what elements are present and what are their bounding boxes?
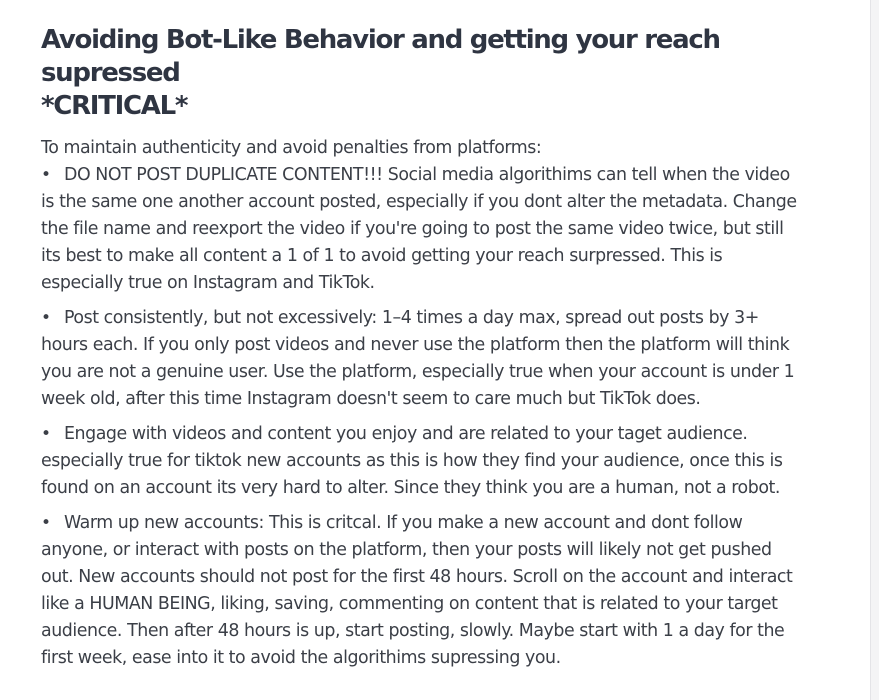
- bullet-text: Post consistently, but not excessively: 1–4 times a day max, spread out posts by 3+ hours each. If you only post videos and never use the platform then the platform will think you are not a genuine user. Use the platform, especially true when your account is under 1 week old, after this time Instagram doesn't seem to care much but TikTok does.: [41, 308, 795, 409]
- vertical-scrollbar[interactable]: [870, 0, 879, 700]
- bullet-list: [41, 162, 801, 672]
- document-page: [41, 24, 801, 672]
- bullet-item-engage: [41, 421, 801, 502]
- bullet-text: DO NOT POST DUPLICATE CONTENT!!! Social media algorithims can tell when the video is the same one another account posted, especially if you dont alter the metadata. Change the file name and reexport the video if you're going to post the same video twice, but still its best to make all content a 1 of 1 to avoid getting your reach surpressed. This is especially true on Instagram and TikTok.: [41, 165, 797, 293]
- bullet-point-icon: •: [41, 424, 51, 444]
- bullet-text: Warm up new accounts: This is critcal. If you make a new account and dont follow anyone, or interact with posts on the platform, then your posts will likely not get pushed out. New accounts should not post for the first 48 hours. Scroll on the account and interact like a HUMAN BEING, liking, saving, commenting on content that is related to your target audience. Then after 48 hours is up, start posting, slowly. Maybe start with 1 a day for the first week, ease into it to avoid the algorithims supressing you.: [41, 513, 793, 668]
- bullet-text: Engage with videos and content you enjoy and are related to your taget audience. especially true for tiktok new accounts as this is how they find your audience, once this is found on an account its very hard to alter. Since they think you are a human, not a robot.: [41, 424, 783, 498]
- bullet-point-icon: •: [41, 165, 51, 185]
- intro-paragraph: To maintain authenticity and avoid penalties from platforms:: [41, 138, 542, 158]
- section-heading: [41, 24, 801, 123]
- bullet-point-icon: •: [41, 308, 51, 328]
- bullet-point-icon: •: [41, 513, 51, 533]
- section-heading-line-1: Avoiding Bot-Like Behavior and getting your reach supressed: [41, 25, 720, 88]
- section-heading-line-2: *CRITICAL*: [41, 91, 188, 121]
- bullet-item-warm-up: [41, 510, 801, 672]
- bullet-item-duplicate-content: [41, 162, 801, 297]
- bullet-item-post-consistently: [41, 305, 801, 413]
